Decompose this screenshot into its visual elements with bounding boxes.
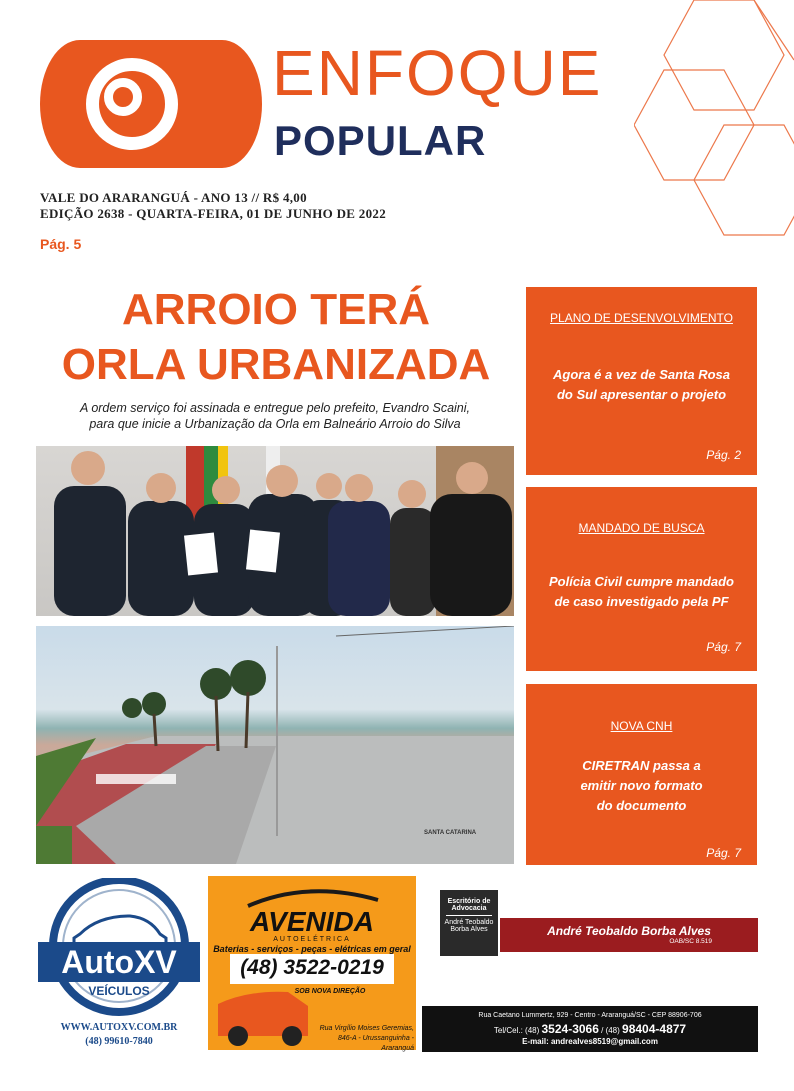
sidebar-card-plano[interactable] xyxy=(526,287,757,475)
avenida-note: SOB NOVA DIREÇÃO xyxy=(294,988,366,995)
law-address: Rua Caetano Lummertz, 929 - Centro - Araranguá/SC - CEP 88906-706 xyxy=(478,1012,702,1019)
card-text: Polícia Civil cumpre mandado de caso investigado pela PF xyxy=(549,574,734,609)
law-office-box: Escritório de Advocacia André Teobaldo Borba Alves xyxy=(440,890,498,956)
card-text: Agora é a vez de Santa Rosa do Sul apresentar o projeto xyxy=(552,367,730,402)
lawyer-oab: OAB/SC 8.519 xyxy=(669,938,712,945)
autoxv-sub: VEÍCULOS xyxy=(88,984,150,998)
promenade-render xyxy=(36,626,514,864)
card-tag[interactable]: MANDADO DE BUSCA xyxy=(578,521,705,535)
page-reference[interactable]: Pág. 5 xyxy=(40,236,82,252)
avenida-name: AVENIDA xyxy=(250,906,374,937)
avenida-sub: AUTOELÉTRICA xyxy=(273,936,351,943)
lawyer-name: André Teobaldo Borba Alves xyxy=(547,924,711,938)
edition-line-2: EDIÇÃO 2638 - QUARTA-FEIRA, 01 DE JUNHO DE 2022 xyxy=(40,206,386,221)
autoxv-phone: (48) 99610-7840 xyxy=(85,1036,153,1047)
autoxv-url[interactable]: WWW.AUTOXV.COM.BR xyxy=(60,1022,178,1033)
card-text: CIRETRAN passa a emitir novo formato do documento xyxy=(580,758,703,813)
hexagon-pattern xyxy=(634,0,794,245)
logo-eye-pupil xyxy=(104,78,142,116)
law-name-bar xyxy=(500,918,758,952)
law-contact-box xyxy=(422,1006,758,1052)
autoxv-name: AutoXV xyxy=(61,944,177,980)
card-page: Pág. 2 xyxy=(706,448,741,462)
card-page: Pág. 7 xyxy=(706,640,741,654)
sidebar-card-cnh[interactable] xyxy=(526,684,757,865)
brand-subtitle: POPULAR xyxy=(274,117,487,164)
main-headline[interactable]: ARROIO TERÁ ORLA URBANIZADA xyxy=(61,285,491,389)
main-subhead: A ordem serviço foi assinada e entregue pelo prefeito, Evandro Scaini, para que inicie a Urbanização da Orla em Balneário Arroio do Silva xyxy=(79,401,471,431)
law-phones: Tel/Cel.: (48) 3524-3066 / (48) 98404-4877 xyxy=(493,1022,687,1036)
sidebar-card-mandado[interactable] xyxy=(526,487,757,671)
ad-autoxv[interactable] xyxy=(38,878,200,1050)
avenida-phone: (48) 3522-0219 xyxy=(240,956,384,979)
render-credit-logo: SANTA CATARINA xyxy=(424,830,477,836)
avenida-services: Baterias - serviços - peças - elétricas em geral xyxy=(213,944,411,954)
law-email[interactable]: E-mail: andrealves8519@gmail.com xyxy=(522,1037,658,1046)
group-photo xyxy=(36,446,514,616)
avenida-address: Rua Virgílio Moises Geremias, 846-A - Urussanguinha - Araranguá xyxy=(319,1025,414,1052)
card-tag[interactable]: PLANO DE DESENVOLVIMENTO xyxy=(550,311,733,325)
ad-avenida[interactable] xyxy=(208,876,416,1050)
edition-line-1: VALE DO ARARANGUÁ - ANO 13 // R$ 4,00 xyxy=(40,190,307,205)
brand-title: ENFOQUE xyxy=(272,37,603,109)
card-tag[interactable]: NOVA CNH xyxy=(610,719,673,733)
card-page: Pág. 7 xyxy=(706,846,741,860)
